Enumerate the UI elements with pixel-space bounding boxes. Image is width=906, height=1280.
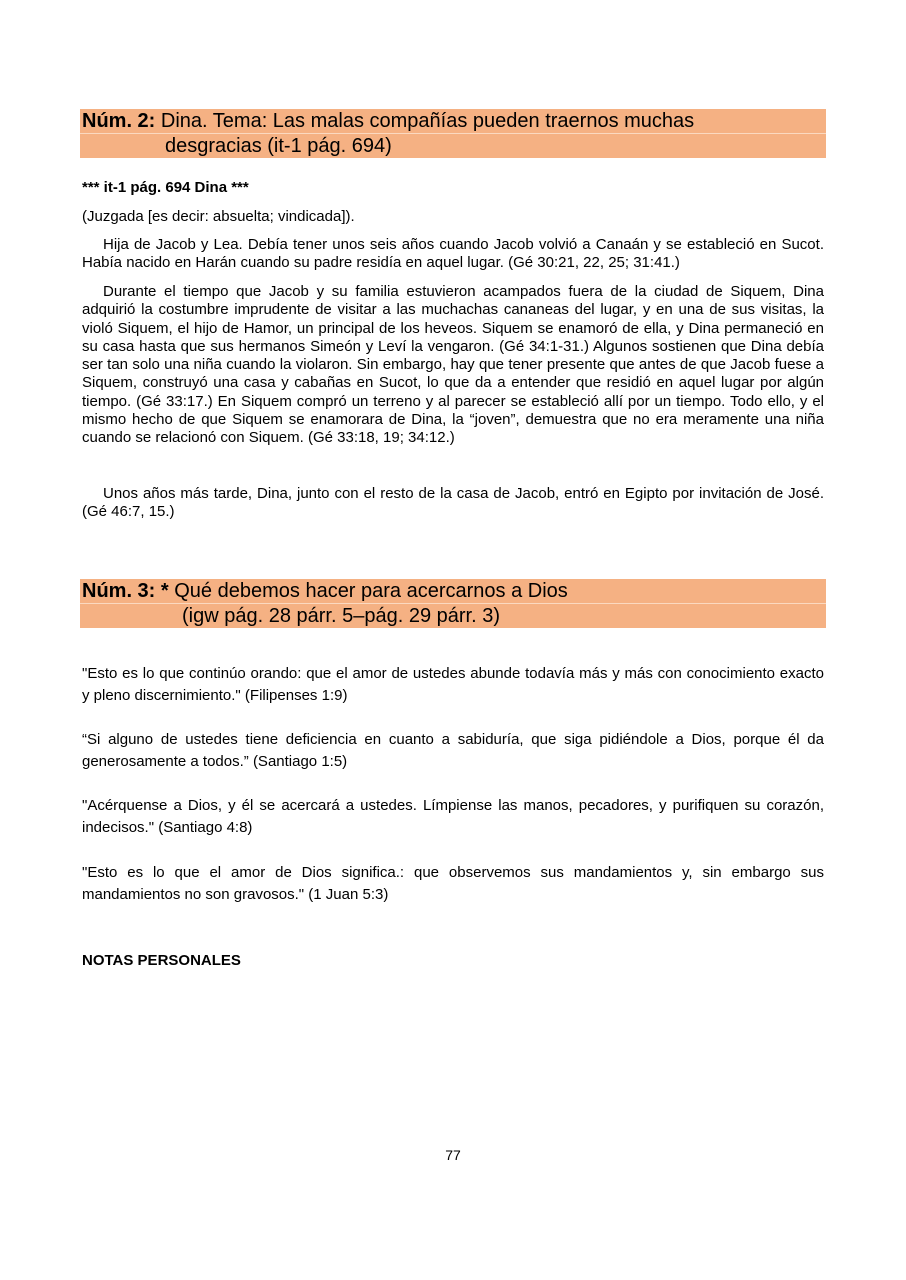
section-3-number: Núm. 3: * [82,580,169,602]
scripture-quote: “Si alguno de ustedes tiene deficiencia en cuanto a sabiduría, que siga pidiéndole a Dios, porque él da generosamente a todos.” (Santiago 1:5) [82,731,824,770]
paragraph [82,236,824,273]
scripture-quote: "Esto es lo que el amor de Dios significa.: que observemos sus mandamientos y, sin embargo sus mandamientos no son gravosos." (1 Juan 5:3) [82,864,824,903]
section-2-title-line-2: desgracias (it-1 pág. 694) [165,135,392,157]
section-3-header [80,579,826,628]
section-2-title-line-1 [80,109,826,133]
scripture-quote: "Esto es lo que continúo orando: que el amor de ustedes abunde todavía más y más con conocimiento exacto y pleno discernimiento." (Filipenses 1:9) [82,665,824,704]
notes-heading: NOTAS PERSONALES [82,952,241,969]
section-2-title: Dina. Tema: Las malas compañías pueden traernos muchas [160,110,695,132]
section-2-reference: *** it-1 pág. 694 Dina *** [82,179,249,196]
name-meaning: (Juzgada [es decir: absuelta; vindicada]). [82,208,355,225]
section-2-header [80,109,826,158]
section-3-title: Qué debemos hacer para acercarnos a Dios [174,580,568,602]
paragraph-text: Hija de Jacob y Lea. Debía tener unos seis años cuando Jacob volvió a Canaán y se estableció en Sucot. Había nacido en Harán cuando su padre residía en aquel lugar. (Gé 30:21, 22, 25; 31:41.) [82,236,824,272]
paragraph-text: Unos años más tarde, Dina, junto con el resto de la casa de Jacob, entró en Egipto por invitación de José. (Gé 46:7, 15.) [82,485,824,521]
paragraph [82,485,824,522]
paragraph-text: Durante el tiempo que Jacob y su familia estuvieron acampados fuera de la ciudad de Siquem, Dina adquirió la costumbre imprudente de visitar a las muchachas cananeas del lugar, y en una de sus visitas, la violó Siquem, el hijo de Hamor, un principal de los heveos. Siquem se enamoró de ella, y Dina permaneció en su casa hasta que sus hermanos Simeón y Leví la vengaron. (Gé 34:1-31.) Algunos sostienen que Dina debía ser tan solo una niña cuando la violaron. Sin embargo, hay que tener presente que antes de que Jacob fuese a Siquem, construyó una casa y cabañas en Sucot, lo que da a entender que residió en aquel lugar por algún tiempo. (Gé 33:17.) En Siquem compró un terreno y al parecer se estableció allí por un tiempo. Todo ello, y el mismo hecho de que Siquem se enamorara de Dina, la “joven”, demuestra que no era meramente una niña cuando se relacionó con Siquem. (Gé 33:18, 19; 34:12.) [82,283,824,447]
section-3-title-line-1 [80,579,826,603]
page-number: 77 [445,1147,461,1163]
section-2-number: Núm. 2: [82,110,156,132]
paragraph [82,283,824,448]
scripture-quote: "Acérquense a Dios, y él se acercará a ustedes. Límpiense las manos, pecadores, y purifiquen su corazón, indecisos." (Santiago 4:8) [82,797,824,836]
section-3-title-line-2: (igw pág. 28 párr. 5–pág. 29 párr. 3) [182,605,500,627]
